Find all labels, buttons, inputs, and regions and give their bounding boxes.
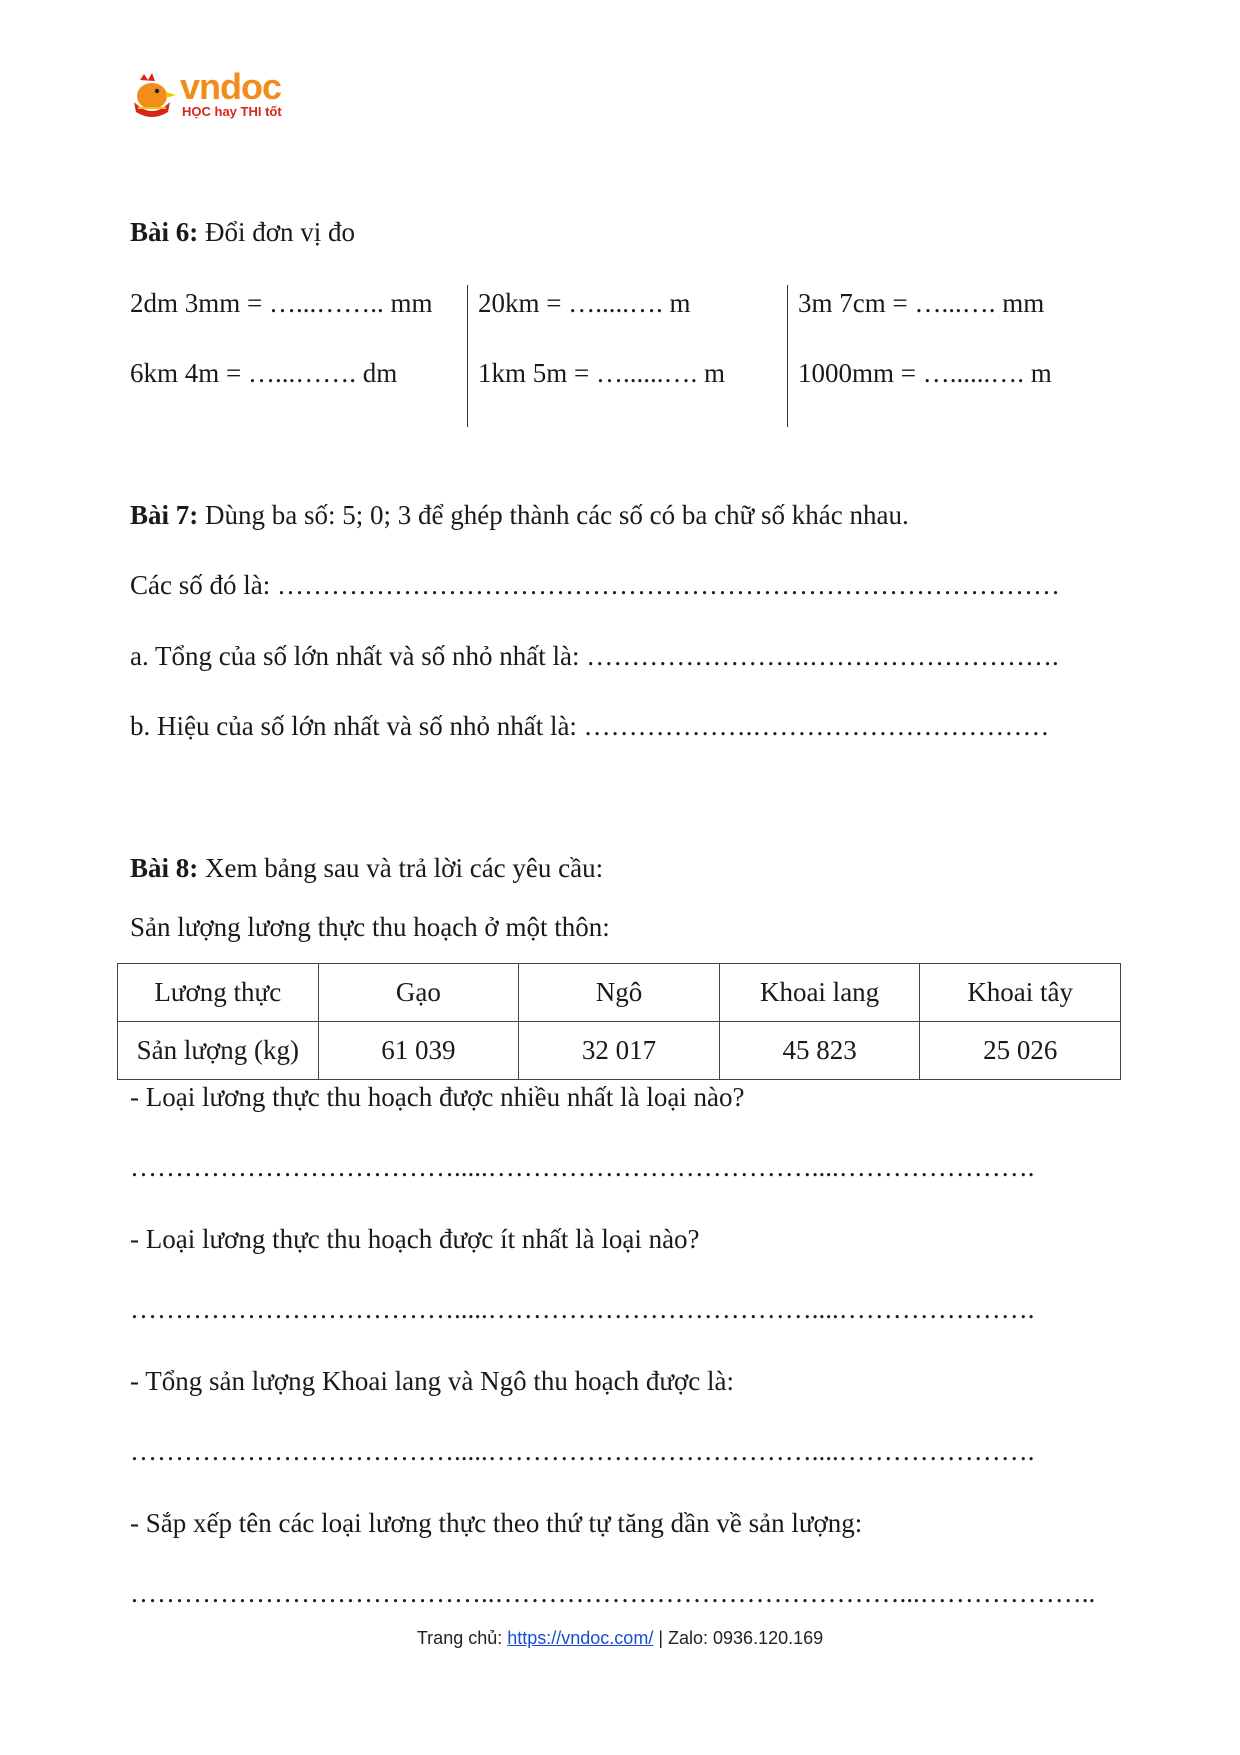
- bai6-heading: [130, 216, 355, 248]
- rooster-icon: [130, 72, 180, 122]
- bai6-item-2: 20km = ….....…. m: [478, 288, 691, 318]
- column-divider: [467, 285, 468, 427]
- bai6-item-3: 3m 7cm = …...…. mm: [798, 288, 1045, 318]
- table-header-cell: Khoai lang: [719, 964, 920, 1022]
- footer-contact: | Zalo: 0936.120.169: [653, 1628, 824, 1648]
- bai6-item-1: 2dm 3mm = …...…….. mm: [130, 288, 433, 318]
- bai7-line-2: a. Tổng của số lớn nhất và số nhỏ nhất là: …………………….……………………….: [130, 641, 1059, 671]
- bai8-heading: [130, 852, 603, 884]
- bai8-title: Xem bảng sau và trả lời các yêu cầu:: [198, 853, 604, 883]
- bai8-subtitle: Sản lượng lương thực thu hoạch ở một thôn:: [130, 912, 610, 942]
- table-header-cell: Gạo: [318, 964, 519, 1022]
- table-header-cell: Ngô: [519, 964, 720, 1022]
- bai6-item-5: 1km 5m = …......…. m: [478, 358, 725, 388]
- table-cell: Sản lượng (kg): [118, 1022, 319, 1080]
- bai6-item-6: 1000mm = …......…. m: [798, 358, 1052, 388]
- answer-line: ……………………………….....………………………………....………………….: [130, 1294, 1035, 1324]
- bai7-title: Dùng ba số: 5; 0; 3 để ghép thành các số có ba chữ số khác nhau.: [198, 500, 909, 530]
- answer-line: ……………………………….....………………………………....………………….: [130, 1436, 1035, 1466]
- bai8-question-3: - Tổng sản lượng Khoai lang và Ngô thu hoạch được là:: [130, 1366, 734, 1396]
- answer-line: …………………………………..………………………………………...………………..: [130, 1578, 1096, 1608]
- bai8-question-1: - Loại lương thực thu hoạch được nhiều nhất là loại nào?: [130, 1082, 745, 1112]
- bai8-question-4: - Sắp xếp tên các loại lương thực theo thứ tự tăng dần về sản lượng:: [130, 1508, 863, 1538]
- table-header-cell: Khoai tây: [920, 964, 1121, 1022]
- footer-prefix: Trang chủ:: [416, 1628, 508, 1648]
- bai7-line-3: b. Hiệu của số lớn nhất và số nhỏ nhất là: ……………….……………………………: [130, 711, 1050, 741]
- footer-home-link[interactable]: https://vndoc.com/: [507, 1628, 654, 1648]
- table-row: [118, 1022, 1121, 1080]
- logo-brand: vndoc: [180, 66, 282, 107]
- table-cell: 45 823: [719, 1022, 920, 1080]
- bai6-label: Bài 6:: [130, 217, 199, 247]
- logo-slogan: HỌC hay THI tốt: [182, 104, 282, 119]
- table-header-row: [118, 964, 1121, 1022]
- food-production-table: [117, 963, 1121, 1080]
- table-header-cell: Lương thực: [118, 964, 319, 1022]
- table-cell: 25 026: [920, 1022, 1121, 1080]
- bai8-label: Bài 8:: [130, 853, 199, 883]
- page-footer: [0, 1628, 1240, 1649]
- column-divider: [787, 285, 788, 427]
- bai7-line-1: Các số đó là: ……………………………………………………………………………: [130, 570, 1060, 600]
- bai8-question-2: - Loại lương thực thu hoạch được ít nhất là loại nào?: [130, 1224, 700, 1254]
- table-cell: 32 017: [519, 1022, 720, 1080]
- bai6-title: Đổi đơn vị đo: [198, 217, 356, 247]
- answer-line: ……………………………….....………………………………....………………….: [130, 1152, 1035, 1182]
- vndoc-logo[interactable]: [130, 66, 300, 124]
- bai7-heading: [130, 499, 909, 531]
- table-cell: 61 039: [318, 1022, 519, 1080]
- bai7-label: Bài 7:: [130, 500, 199, 530]
- bai6-item-4: 6km 4m = …...……. dm: [130, 358, 398, 388]
